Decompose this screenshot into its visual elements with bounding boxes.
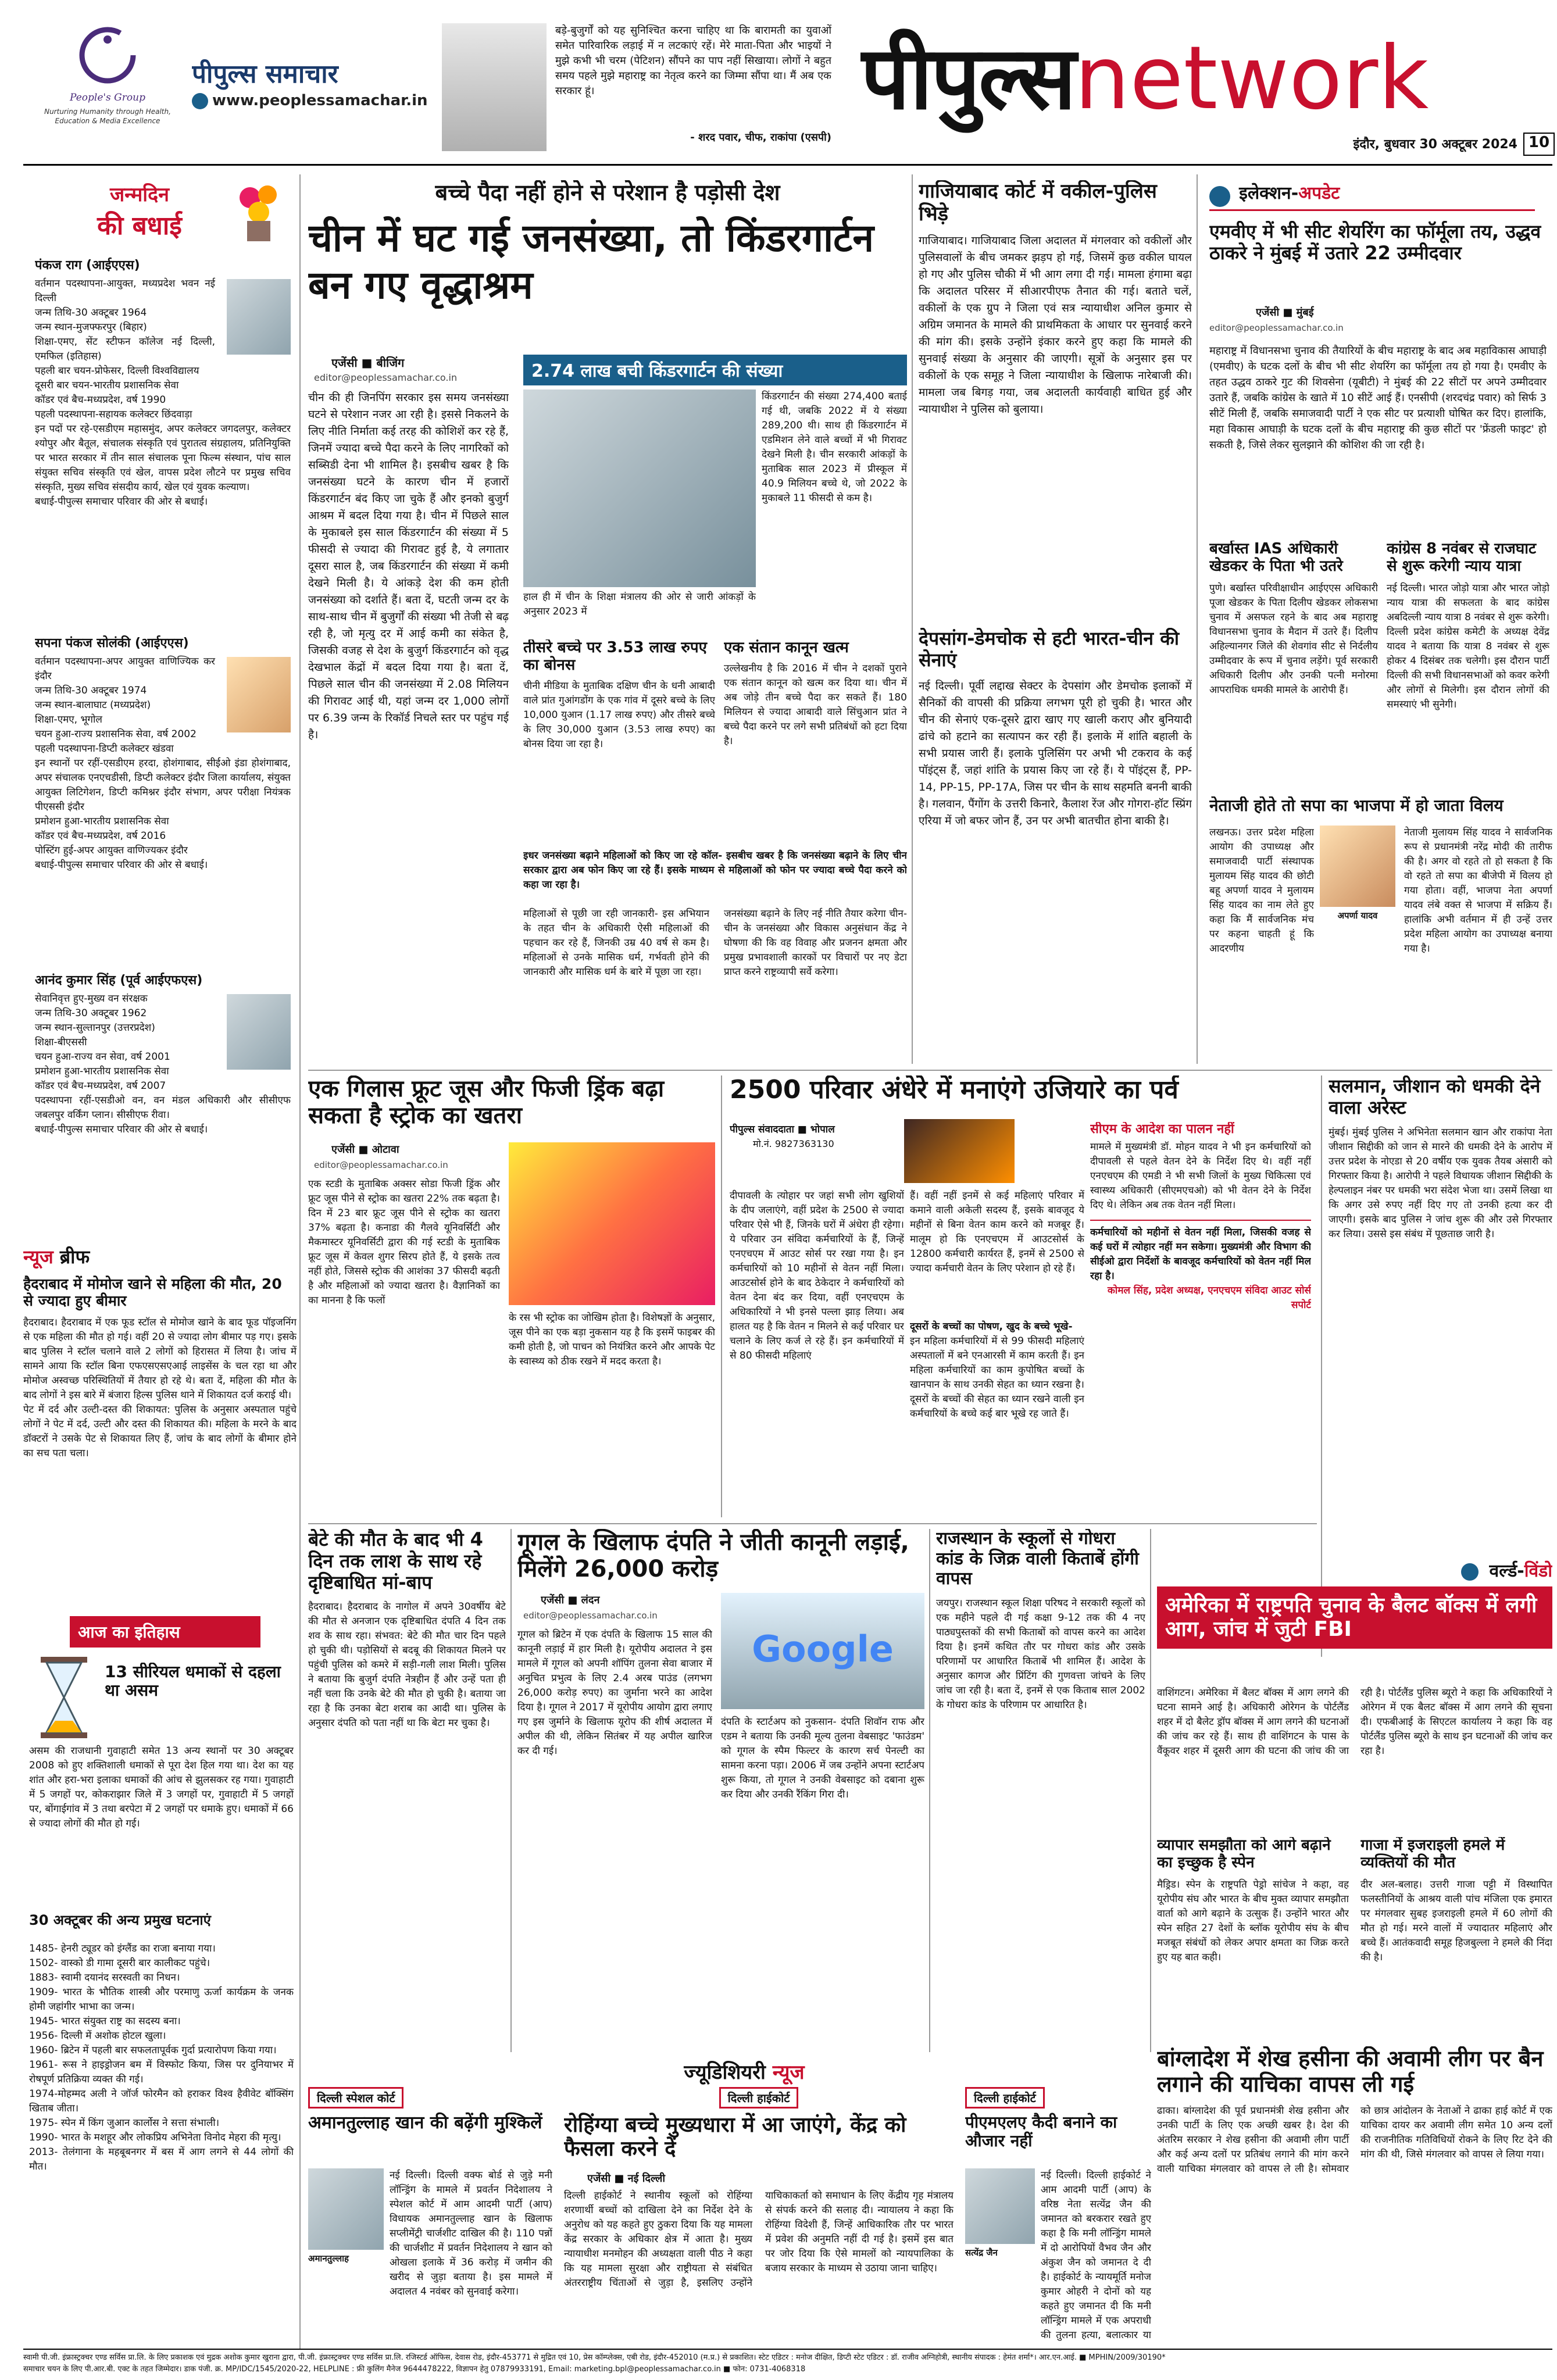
person-photo — [227, 279, 291, 355]
person-line: जन्म स्थान-मुजफ्फरपुर (बिहार) — [35, 321, 147, 333]
judiciary-banner-a: ज्यूडिशियरी — [684, 2061, 773, 2084]
person-line: पहली पदस्थापना-सहायक कलेक्टर छिंदवाड़ा — [35, 409, 192, 420]
globe-icon — [1461, 1563, 1479, 1581]
china-sub2-body: उल्लेखनीय है कि 2016 में चीन ने दशकों पुराने एक संतान कानून को खत्म कर दिया था। चीन में अब जोड़े तीन बच्चे पैदा कर सकते हैं। 180 मिलियन से ज्यादा आबादी वाले सिंचुआन प्रांत ने बच्चे पैदा करने पर लगे सभी प्रतिबंधों को हटा दिया है। — [724, 662, 907, 747]
history-section — [23, 1616, 297, 2349]
person-line: पहली पदस्थापना-डिप्टी कलेक्टर खंडवा — [35, 743, 174, 755]
person-line: प्रमोशन हुआ-भारतीय प्रशासनिक सेवा — [35, 1066, 169, 1077]
google-logo — [721, 1593, 924, 1709]
footer-line1: स्वामी पी.जी. इंफ्रास्ट्रक्चर एण्ड सर्विस प्रा.लि. के लिए प्रकाशक एवं मुद्रक अशोक कुमार खुराना द्वारा, पी.जी. इंफ्रास्ट्रक्चर एण्ड सर्विस प्रा.लि. रजिस्टर्ड ऑफिस, देवास रोड, इंदौर-453771 से मुद्रित एवं 10, प्रेस कॉम्प्लेक्स, एबी रोड, इंदौर-452010 (म.प्र.) से प्रकाशित। स्टेट एडिटर : मनोज दीक्षित, डिप्टी स्टेट एडिटर : डॉ. राजीव अग्निहोत्री, स्थानीय संपादक : हेमंत शर्मा*। आर.एन.आई. ■ MPHIN/2009/30190* — [23, 2353, 1166, 2362]
history-events — [29, 1942, 294, 2174]
google-byline: एजेंसी ■ लंदन — [541, 1594, 600, 1606]
person-line: सेवानिवृत्त हुए-मुख्य वन संरक्षक — [35, 993, 148, 1005]
china-sub1-title: तीसरे बच्चे पर 3.53 लाख रुपए का बोनस — [523, 639, 708, 674]
news-brief-title: हैदराबाद में मोमोज खाने से महिला की मौत, 20 से ज्यादा हुए बीमार — [23, 1275, 282, 1309]
world-label-a: वर्ल्ड- — [1489, 1561, 1524, 1581]
person-line: दूसरी बार चयन-भारतीय प्रशासनिक सेवा — [35, 380, 179, 391]
spain-headline: व्यापार समझौता को आगे बढ़ाने का इच्छुक है स्पेन — [1157, 1837, 1331, 1871]
masthead-quote: बड़े-बुजुर्गों को यह सुनिश्चित करना चाहिए था कि बारामती का युवाओं समेत पारिवारिक लड़ाई में न लटकाएं रहें। मेरे माता-पिता और भाइयों ने मुझे कभी भी चरम (पेटिशन) सौंपने का पाप नहीं सिखाया। लोगों ने बहुत समय पहले मुझे महाराष्ट्र का नेतृत्व करने का जिम्मा सौंपा था। मैं अब एक सरकार हूं। — [555, 24, 831, 97]
pmla-headline: पीएमएलए कैदी बनाने का औजार नहीं — [965, 2113, 1117, 2151]
person-line: जन्म तिथि-30 अक्टूबर 1974 — [35, 685, 147, 696]
globe-icon — [192, 93, 208, 109]
judiciary-banner — [628, 2058, 860, 2087]
brand-logo-icon — [76, 23, 140, 87]
china-infobox-text: किंडरगार्टन की संख्या 274,400 बताई गई थी, जबकि 2022 में ये संख्या 289,200 थी। साथ ही किंडरगार्टन में एडमिशन लेने वाले बच्चों में भी गिरावट देखने मिली है। चीन सरकारी आंकड़ों के मुताबिक साल 2023 में प्रीस्कूल में 40.9 मिलियन बच्चे थे, जो 2022 के मुकाबले 11 फीसदी से कम है। — [762, 391, 907, 504]
history-event: 1990- भारत के मशहूर और लोकप्रिय अभिनेता विनोद मेहरा की मृत्यु। — [29, 2132, 281, 2143]
world-label — [1157, 1558, 1552, 1582]
fruit-byline: एजेंसी ■ ओटावा — [331, 1143, 399, 1156]
congress-story — [1387, 541, 1549, 785]
congress-headline: कांग्रेस 8 नवंबर से राजघाट से शुरू करेगी न्याय यात्रा — [1387, 541, 1537, 575]
person-line: कॉडर एवं बैच-मध्यप्रदेश, वर्ष 1990 — [35, 394, 166, 406]
diya-body1: दीपावली के त्योहार पर जहां सभी लोग खुशियों के दीप जलाएंगे, वहीं प्रदेश के 2500 से ज्यादा परिवार ऐसे भी हैं, जिनके घरों में अंधेरा ही रहेगा। ये परिवार उन संविदा कर्मचारियों के हैं, जिन्हें एनएचएम में आउट सोर्स पर रखा गया है। इन कर्मचारियों को 10 महीनों से वेतन नहीं मिला। आउटसोर्स होने के बाद ठेकेदार ने कर्मचारियों को वेतन देना बंद कर दिया, वहीं एनएचएम के अधिकारियों ने भी इनसे पल्ला झाड़ लिया। अब हालत यह है कि वेतन न मिलने से कई परिवार घर चलाने के लिए कर्ज ले रहे हैं। इन कर्मचारियों में से 80 फीसदी महिलाएं — [730, 1190, 904, 1361]
gaza-body: दीर अल-बलाह। उत्तरी गाजा पट्टी में विस्थापित फलस्तीनियों के आश्रय वाली पांच मंजिला एक इमारत पर मंगलवार सुबह इजराइली हमले में 60 लोगों की मौत हो गई। मरने वालों में ज्यादातर महिलाएं और बच्चे हैं। आतंकवादी समूह हिजबुल्ला ने हमले की निंदा की है। — [1360, 1878, 1552, 1963]
china-sub1-body: चीनी मीडिया के मुताबिक दक्षिण चीन के धनी आबादी वाले प्रांत गुआंगडोंग के एक गांव में दूसरे बच्चे के लिए 10,000 युआन (1.17 लाख रुपए) और तीसरे बच्चे के लिए 30,000 युआन (3.53 लाख रुपए) का बोनस दिया जा रहा है। — [523, 680, 715, 750]
world-headline: अमेरिका में राष्ट्रपति चुनाव के बैलट बॉक्स में लगी आग, जांच में जुटी FBI — [1157, 1586, 1552, 1649]
person-line: शिक्षा-एमए, सेंट स्टीफन कॉलेज नई दिल्ली, एमफिल (इतिहास) — [35, 336, 215, 362]
depsang-body: नई दिल्ली। पूर्वी लद्दाख सेक्टर के देपसांग और डेमचोक इलाकों में सैनिकों की वापसी की प्रक्रिया लगभग पूरी हो चुकी है। भारत और चीन की सेनाएं एक-दूसरे द्वारा खाए गए खाली कराए और बुनियादी ढांचे को हटाने का सत्यापन कर रही हैं। इलाके में शांति बहाली के सभी प्रयास जारी हैं। इलाके पुलिसिंग पर अभी भी टकराव के कई पॉइंट्स हैं, जहां शांति के प्रयास किए जा रहे हैं। ये पॉइंट्स हैं, PP-14, PP-15, PP-17A, जिस पर चीन के साथ सहमति बननी बाकी है। गलवान, पैंगोंग के उत्तरी किनारे, कैलाश रेंज और गोगरा-हॉट स्प्रिंग एरिया में जो बफर जोन हैं, उन पर अभी बातचीत होना बाकी है। — [919, 679, 1192, 827]
person-line: बधाई-पीपुल्स समाचार परिवार की ओर से बधाई। — [35, 496, 208, 508]
person-line: पोस्टिंग हुई-अपर आयुक्त वाणिज्यकर इंदौर — [35, 845, 188, 856]
birthday-person — [35, 256, 291, 634]
diya-quote-author: कोमल सिंह, प्रदेश अध्यक्ष, एनएचएम संविदा आउट सोर्स सपोर्ट — [1107, 1285, 1311, 1311]
person-line: वर्तमान पदस्थापना-आयुक्त, मध्यप्रदेश भवन नई दिल्ली — [35, 278, 215, 304]
spain-body: मैड्रिड। स्पेन के राष्ट्रपति पेड्रो सांचेज ने कहा, वह यूरोपीय संघ और भारत के बीच मुक्त व्यापार समझौता वार्ता को आगे बढ़ाने के उत्सुक हैं। उन्होंने भारत और स्पेन सहित 27 देशों के ब्लॉक यूरोपीय संघ के बीच मजबूत संबंधों को लेकर अपार क्षमता का जिक्र करते हुए यह बात कही। — [1157, 1878, 1349, 1963]
netaji-photo — [1320, 826, 1395, 907]
diya-box-body: मामले में मुख्यमंत्री डॉ. मोहन यादव ने भी इन कर्मचारियों को दीपावली से पहले वेतन देने के निर्देश दिए थे। वहीं नहीं एनएचएम की एमडी ने भी सभी जिलों के मुख्य चिकित्सा एवं स्वास्थ्य अधिकारी (सीएमएचओ) को भी वेतन देने के निर्देश दिए थे। लेकिन अब तक वेतन नहीं मिला। — [1090, 1141, 1311, 1212]
birthday-header-top: जन्मदिन — [109, 183, 170, 206]
gaza-story — [1360, 1837, 1552, 2035]
person-line: चयन हुआ-राज्य वन सेवा, वर्ष 2001 — [35, 1051, 170, 1063]
china-headline: चीन में घट गई जनसंख्या, तो किंडरगार्टन बन गए वृद्धाश्रम — [308, 216, 874, 308]
history-body: असम की राजधानी गुवाहाटी समेत 13 अन्य स्थानों पर 30 अक्टूबर 2008 को हुए शक्तिशाली धमाकों से पूरा देश हिल गया था। देश का यह शांत और हरा-भरा इलाका धमाकों की आंच से झुलसकर रह गया। गुवाहाटी में 5 जगहों पर, कोकराझार जिले में 3 जगहों पर, गुवाहाटी में 5 जगहों पर, बोंगाईगांव में 3 तथा बरपेटा में 2 जगहों पर धमाके हुए। धमाकों में 66 से ज्यादा लोगों की मौत हो गई। — [29, 1745, 294, 1829]
person-line: प्रमोशन हुआ-भारतीय प्रशासनिक सेवा — [35, 816, 169, 827]
brand-tagline: Nurturing Humanity through Health, Education & Media Excellence — [44, 108, 171, 125]
person-line: वर्तमान पदस्थापना-अपर आयुक्त वाणिज्यिक कर इंदौर — [35, 656, 215, 682]
masthead-quote-author: - शरद पवार, चीफ, राकांपा (एसपी) — [690, 131, 831, 144]
history-header: आज का इतिहास — [70, 1616, 260, 1648]
china-email: editor@peoplessamachar.co.in — [314, 372, 458, 383]
china-side2: जनसंख्या बढ़ाने के लिए नई नीति तैयार करेगा चीन- चीन के जनसंख्या और विकास अनुसंधान केंद्र ने घोषणा की कि वह विवाह और प्रजनन क्षमता और प्रमुख प्रभावशाली कारकों पर विचारों पर नए डेटा प्राप्त करने राष्ट्रव्यापी सर्वे करेगा। — [724, 908, 907, 978]
history-event: 1945- भारत संयुक्त राष्ट्र का सदस्य बना। — [29, 2016, 181, 2027]
person-line: जन्म स्थान-बालाघाट (मध्यप्रदेश) — [35, 699, 151, 711]
dateline: इंदौर, बुधवार 30 अक्टूबर 2024 — [1353, 137, 1517, 152]
footer-divider — [23, 2349, 1552, 2350]
news-brief-body: हैदराबाद। हैदराबाद में एक फूड स्टॉल से मोमोज खाने के बाद फूड पॉइजनिंग से एक महिला की मौत हो गई। वहीं 20 से ज्यादा लोग बीमार पड़ गए। इसके बाद पुलिस ने स्टॉल चलाने वाले 2 लोगों को हिरासत में लिया है। जांच में सामने आया कि स्टॉल बिना एफएसएसएआई लाइसेंस के चल रहा था और मोमोज अस्वच्छ परिस्थितियों में तैयार हो रहे थे। बता दें, महिला की मौत के बाद लोगों ने इस बारे में बंजारा हिल्स पुलिस थाने में शिकायत दर्ज कराई थी। — [23, 1316, 297, 1401]
person-line: इन पदों पर रहे-एसडीएम महासमुंद, अपर कलेक्टर जगदलपुर, कलेक्टर श्योपुर और बैतूल, संचालक संस्कृति एवं पुरातत्व संग्रहालय, प्रतिनियुक्ति पर भारत सरकार में तीन साल संचालक पूना फिल्म संस्थान, पांच साल संयुक्त सचिव संस्कृति एवं खेल, वापस प्रदेश लौटने पर प्रमुख सचिव संस्कृति, मुख्य सचिव संसदीय कार्य, खेल एवं युवक कल्याण। — [35, 423, 291, 493]
page-number: 10 — [1523, 133, 1555, 156]
news-brief-label-b: ब्रीफ — [59, 1246, 90, 1268]
bangladesh-story — [1157, 2046, 1552, 2343]
ghaziabad-headline: गाजियाबाद कोर्ट में वकील-पुलिस भिड़े — [919, 180, 1157, 226]
masthead-divider — [23, 164, 1552, 166]
china-infobox-title: 2.74 लाख बची किंडरगार्टन की संख्या — [523, 355, 907, 385]
diya-byline: पीपुल्स संवाददाता ■ भोपाल — [730, 1124, 835, 1135]
salman-body: मुंबई। मुंबई पुलिस ने अभिनेता सलमान खान और राकांपा नेता जीशान सिद्दीकी को जान से मारने की धमकी देने के आरोप में उत्तर प्रदेश के नोएडा से 20 वर्षीय एक युवक तैयब अंसारी को गिरफ्तार किया है। आरोपी ने पहले विधायक जीशान सिद्दीकी के हेल्पलाइन नंबर पर धमकी भरा संदेश भेजा था। उसमें लिखा था कि अगर उसे रुपए नहीं दिए गए तो उनकी हत्या कर दी जाएगी। इसके बाद पुलिस ने जांच शुरू की और उसे गिरफ्तार कर लिया। उससे इस संबंध में पूछताछ जारी है। — [1329, 1126, 1552, 1240]
history-event: 1909- भारत के भौतिक शास्त्री और परमाणु ऊर्जा कार्यक्रम के जनक होमी जहांगीर भाभा का जन्म। — [29, 1986, 294, 2013]
china-photo-caption: हाल ही में चीन के शिक्षा मंत्रालय की ओर से जारी आंकड़ों के अनुसार 2023 में — [523, 591, 756, 617]
brand-logo — [76, 23, 140, 87]
diya-box-title: सीएम के आदेश का पालन नहीं — [1090, 1122, 1234, 1137]
netaji-headline: नेताजी होते तो सपा का भाजपा में हो जाता विलय — [1209, 796, 1504, 815]
google-headline: गूगल के खिलाफ दंपति ने जीती कानूनी लड़ाई, मिलेंगे 26,000 करोड़ — [517, 1529, 909, 1582]
hourglass-icon — [35, 1657, 93, 1738]
fruit-story — [308, 1075, 715, 1517]
china-body: चीन की ही जिनपिंग सरकार इस समय जनसंख्या घटने से परेशान नजर आ रही है। इससे निकलने के लिए नीति निर्माता कई तरह की कोशिशें कर रहे हैं, जिनमें ज्यादा बच्चे पैदा करने के लिए नागरिकों को सब्सिडी देना भी शामिल है। इसबीच खबर है कि जनसंख्या घटने के कारण चीन में हजारों किंडरगार्टन बंद किए जा चुके हैं और इनको बुजुर्ग आश्रम में बदल दिया गया है। चीन में पिछले साल के मुकाबले इस साल किंडरगार्टन की संख्या में 5 फीसदी से ज्यादा की गिरावट हुई है, ये लगातार दूसरा साल है, जब किंडरगार्टन की संख्या में कमी देखने मिली है। ये आंकड़े देश की कम होती जनसंख्या को दर्शाते हैं। बता दें, घटती जन्म दर के साथ-साथ चीन में बुजुर्गों की संख्या भी तेजी से बढ़ रही है, जो मृत्यु दर में आई कमी का संकेत है, जिसकी वजह से देश के बुजुर्ग किंडरगार्टन को वृद्ध देखभाल केंद्रों में बदल दिया गया है। बता दें, पिछले साल चीन की जनसंख्या में 2.08 मिलियन की गिरावट आई थी, यहां जन्म दर 1,000 लोगों पर 6.39 जन्म के रिकॉर्ड निचले स्तर पर पहुंच गई है। — [308, 391, 509, 741]
fruit-body1: एक स्टडी के मुताबिक अक्सर सोडा फिजी ड्रिंक और फ्रूट जूस पीने से स्ट्रोक का खतरा 22% तक बढ़ता है। दिन में 23 बार फ्रूट जूस पीने से स्ट्रोक का खतरा 37% बढ़ता है। कनाडा की गैलवे यूनिवर्सिटी और मैकमास्टर यूनिवर्सिटी द्वारा की गई स्टडी के मुताबिक फ्रूट जूस में केवल शुगर सिरप होते हैं, ये इसके तत्व नहीं होते, जिससे स्ट्रोक की आशंका 37 फीसदी बढ़ती है और महिलाओं को ज्यादा खतरा है। वैज्ञानिकों का का मानना है कि फलों — [308, 1178, 500, 1306]
fruit-body2: के रस भी स्ट्रोक का जोखिम होता है। विशेषज्ञों के अनुसार, जूस पीने का एक बड़ा नुकसान यह है कि इसमें फाइबर की कमी होती है, जो पाचन को नियंत्रित करने और आपके पेट के स्वास्थ्य को ठीक रखने में मदद करता है। — [509, 1312, 715, 1367]
column-divider — [299, 174, 301, 2349]
section-title — [860, 23, 1529, 140]
judiciary-banner-b: न्यूज — [772, 2061, 805, 2084]
bangladesh-headline: बांग्लादेश में शेख हसीना की अवामी लीग पर बैन लगाने की याचिका वापस ली गई — [1157, 2046, 1544, 2097]
election-headline: एमवीए में भी सीट शेयरिंग का फॉर्मूला तय, उद्धव ठाकरे ने मुंबई में उतारे 22 उम्मीदवार — [1209, 221, 1541, 264]
election-body: महाराष्ट्र में विधानसभा चुनाव की तैयारियों के बीच महाराष्ट्र के बाद अब महाविकास आघाड़ी (एमवीए) के घटक दलों के बीच भी सीट शेयरिंग का फॉर्मूला तय हो गया है। एमवीए के तहत उद्धव ठाकरे गुट की शिवसेना (यूबीटी) ने मुंबई की 22 सीटों पर अपने उम्मीदवार उतारे हैं, जबकि कांग्रेस के खाते में 10 सीटें आई हैं। एनसीपी (शरदचंद्र पवार) को सिर्फ 3 सीटें मिली हैं, जबकि समाजवादी पार्टी ने एक सीट पर प्रत्याशी घोषित कर दिए। हालांकि, महा विकास आघाड़ी के घटक दलों के बीच महाराष्ट्र की कुछ सीटों पर 'फ्रेंडली फाइट' हो सकती है, जिसे लेकर सुलझाने की कोशिश की जा रही है। — [1209, 345, 1547, 451]
column-divider — [929, 1529, 930, 2052]
diya-box — [1090, 1122, 1311, 1581]
birthday-person — [35, 634, 291, 982]
depsang-headline: देपसांग-डेमचोक से हटी भारत-चीन की सेनाएं — [919, 628, 1180, 671]
person-line: कॉडर एवं बैच-मध्यप्रदेश, वर्ष 2016 — [35, 830, 166, 842]
china-byline: एजेंसी ■ बीजिंग — [331, 356, 405, 370]
google-logo-text: Google — [752, 1628, 894, 1670]
diya-phone: मो.नं. 9827363130 — [753, 1138, 834, 1149]
amanat-photo-caption: अमानतुल्लाह — [308, 2253, 349, 2264]
birthday-person — [35, 971, 291, 1215]
birthday-header-bottom: की बधाई — [97, 211, 182, 241]
diya-body2: हैं। वहीं नहीं इनमें से कई महिलाएं परिवार में कमाने वाली अकेली सदस्य हैं, इसके बावजूद ये महीनों से बिना वेतन काम करने को मजबूर हैं। मालूम हो कि एनएचएम में आउटसोर्स के 12800 कर्मचारी कार्यरत हैं, इनमें से 2500 से ज्यादा कर्मचारी वेतन के लिए परेशान हो रहे हैं। — [910, 1190, 1084, 1274]
person-line: जन्म स्थान-सुल्तानपुर (उत्तरप्रदेश) — [35, 1022, 155, 1034]
pmla-tag: दिल्ली हाईकोर्ट — [965, 2087, 1045, 2109]
rohingya-tag: दिल्ली हाईकोर्ट — [719, 2087, 799, 2109]
history-event: 1975- स्पेन में किंग जुआन कार्लोस ने सत्ता संभाली। — [29, 2117, 220, 2129]
person-name: पंकज राग (आईएएस) — [35, 258, 140, 273]
china-elderly-photo — [523, 389, 756, 587]
china-infobox — [523, 355, 907, 628]
bangladesh-body: ढाका। बांग्लादेश की पूर्व प्रधानमंत्री शेख हसीना और उनकी पार्टी के लिए एक अच्छी खबर है। देश की अंतरिम सरकार ने शेख हसीना की अवामी लीग पार्टी और कई अन्य दलों पर प्रतिबंध लगाने की मांग करने वाली याचिका मंगलवार को वापस ले ली है। सोमवार को छात्र आंदोलन के नेताओं ने ढाका हाई कोर्ट में एक याचिका दायर कर अवामी लीग समेत 10 अन्य दलों की राजनीतिक गतिविधियों रोकने के लिए रिट देने की मांग की थी, जिसे मंगलवार को वापस ले लिया गया। — [1157, 2105, 1552, 2175]
election-label-b: अपडेट — [1298, 183, 1340, 203]
person-line: शिक्षा-बीएससी — [35, 1037, 87, 1048]
amanat-headline: अमानतुल्लाह खान की बढ़ेंगी मुश्किलें — [308, 2113, 542, 2133]
pmla-photo — [965, 2168, 1035, 2244]
google-story — [517, 1529, 924, 2052]
person-line: पहली बार चयन-प्रोफेसर, दिल्ली विश्वविद्यालय — [35, 365, 199, 377]
china-sub2-title: एक संतान कानून खत्म — [724, 639, 849, 656]
history-title: 13 सीरियल धमाकों से दहला था असम — [105, 1663, 281, 1700]
spain-story — [1157, 1837, 1349, 2035]
hyderabad-headline: बेटे की मौत के बाद भी 4 दिन तक लाश के साथ रहे दृष्टिबाधित मां-बाप — [308, 1529, 483, 1593]
pmla-photo-caption: सत्येंद्र जैन — [965, 2247, 998, 2258]
history-event: 1485- हेनरी ट्यूडर को इंग्लैंड का राजा बनाया गया। — [29, 1943, 216, 1954]
person-line: जन्म तिथि-30 अक्टूबर 1962 — [35, 1007, 147, 1019]
history-event: 1961- रूस ने हाइड्रोजन बम में विस्फोट किया, जिस पर दुनियाभर में रोषपूर्ण प्रतिक्रिया व्यक्त की गई। — [29, 2059, 294, 2085]
person-photo — [227, 657, 291, 732]
fruit-headline: एक गिलास फ्रूट जूस और फिजी ड्रिंक बढ़ा सकता है स्ट्रोक का खतरा — [308, 1075, 665, 1129]
person-line: बधाई-पीपुल्स समाचार परिवार की ओर से बधाई। — [35, 859, 208, 871]
china-sub1 — [523, 639, 715, 837]
google-email: editor@peoplessamachar.co.in — [523, 1610, 658, 1621]
amanat-story — [308, 2087, 552, 2343]
rajasthan-story — [936, 1529, 1145, 2052]
rohingya-headline: रोहिंग्या बच्चे मुख्यधारा में आ जाएंगे, केंद्र को फैसला करने दें — [564, 2113, 906, 2161]
column-divider — [1150, 1529, 1151, 2052]
google-body1: गूगल को ब्रिटेन में एक दंपति के खिलाफ 15 साल की कानूनी लड़ाई में हार मिली है। यूरोपीय अदालत ने इस मामले में गूगल को अपनी शॉपिंग तुलना सेवा बाजार में अनुचित प्रभुत्व के लिए 2.4 अरब पाउंड (लगभग 26,000 करोड़ रुपए) का जुर्माना भरने का आदेश दिया है। गूगल ने 2017 में यूरोपीय आयोग द्वारा लगाए गए इस जुर्माने के खिलाफ यूरोप की शीर्ष अदालत में अपील की थी, लेकिन सितंबर में यह अपील खारिज कर दी गई। — [517, 1629, 712, 1757]
fruit-email: editor@peoplessamachar.co.in — [314, 1160, 448, 1170]
person-line: कॉडर एवं बैच-मध्यप्रदेश, वर्ष 2007 — [35, 1080, 166, 1092]
brand-logo-caption: People's Group — [70, 92, 145, 103]
person-line: इन स्थानों पर रहीं-एसडीएम हरदा, होशंगाबाद, सीईओ इंडा होशंगाबाद, अपर संचालक एनएचडीसी, डिप्टी कलेक्टर इंदौर जिला कार्यालय, संयुक्त आयुक्त लिटिगेशन, डिप्टी कमिश्नर इंदौर संभाग, अपर परीक्षा नियंत्रक पीएससी इंदौर — [35, 757, 291, 813]
salman-story — [1329, 1075, 1552, 1552]
amanat-photo — [308, 2168, 384, 2250]
diya-lamp-photo — [904, 1119, 1015, 1183]
column-divider — [912, 174, 913, 1064]
china-story — [308, 174, 907, 1064]
history-event: 1974-मोहम्मद अली ने जॉर्ज फोरमैन को हराकर विश्व हैवीवेट बॉक्सिंग खिताब जीता। — [29, 2088, 294, 2114]
news-brief — [23, 1244, 297, 1593]
rohingya-body: दिल्ली हाईकोर्ट ने स्थानीय स्कूलों को रोहिंग्या शरणार्थी बच्चों को दाखिला देने का निर्देश देने के अनुरोध को यह कहते हुए ठुकरा दिया कि यह मामला केंद्र सरकार के अधिकार क्षेत्र में आता है। मुख्य न्यायाधीश मनमोहन की अध्यक्षता वाली पीठ ने कहा कि यह मामला सुरक्षा और राष्ट्रीयता से संबंधित अंतरराष्ट्रीय चिंताओं से जुड़ा है, इसलिए उन्होंने याचिकाकर्ता को समाधान के लिए केंद्रीय गृह मंत्रालय से संपर्क करने की सलाह दी। न्यायालय ने कहा कि रोहिंग्या विदेशी हैं, जिन्हें आधिकारिक तौर पर भारत में प्रवेश की अनुमति नहीं दी गई है। इसमें इस बात पर जोर दिया कि ऐसे मामलों को न्यायपालिका के बजाय सरकार के माध्यम से उठाया जाना चाहिए। — [564, 2190, 954, 2289]
diya-sub — [910, 1320, 1084, 1421]
diya-sub-title: दूसरों के बच्चों का पोषण, खुद के बच्चे भूखे- — [910, 1321, 1073, 1332]
world-label-b: विंडो — [1524, 1561, 1552, 1581]
china-strip: इधर जनसंख्या बढ़ाने महिलाओं को किए जा रहे कॉल- इसबीच खबर है कि जनसंख्या बढ़ाने के लिए चीन सरकार द्वारा अब फोन किए जा रहे हैं। इसके माध्यम से महिलाओं को फोन पर ज्यादा बच्चे पैदा करने को कहा जा रहा है। — [523, 850, 907, 891]
rohingya-story — [564, 2087, 954, 2343]
khedkar-headline: बर्खास्त IAS अधिकारी खेडकर के पिता भी उतरे — [1209, 541, 1343, 575]
section-divider — [308, 1523, 1317, 1524]
china-sub2 — [724, 639, 907, 837]
history-event: 1502- वास्को डी गामा दूसरी बार कालीकट पहुंचे। — [29, 1957, 210, 1969]
fruit-juice-photo — [509, 1142, 715, 1305]
section-divider — [308, 1070, 1552, 1071]
diya-headline: 2500 परिवार अंधेरे में मनाएंगे उजियारे का पर्व — [730, 1075, 1179, 1105]
vote-icon — [1209, 186, 1230, 207]
gaza-headline: गाजा में इजराइली हमले में व्यक्तियों की मौत — [1360, 1837, 1505, 1871]
rohingya-byline: एजेंसी ■ नई दिल्ली — [587, 2172, 665, 2185]
history-event: 1956- दिल्ली में अशोक होटल खुला। — [29, 2030, 166, 2042]
ghaziabad-body: गाजियाबाद। गाजियाबाद जिला अदालत में मंगलवार को वकीलों और पुलिसवालों के बीच जमकर झड़प हो गई, जिसमें कुछ वकील घायल हो गए और पुलिस चौकी में भी आग लगा दी गई। मामला हंगामा बढ़ा कि अदालत परिसर में सीआरपीएफ तैनात की गई। बताते चलें, वकीलों के एक ग्रुप ने जिला एवं सत्र न्यायाधीश अनिल कुमार से अग्रिम जमानत के मामले की प्राथमिकता के आधार पर सुनवाई करने की मांग की। इसके उन्होंने इंकार करने हुए कहा कि मामले की सुनवाई संख्या के अनुसार की जाएगी। सूत्रों के अनुसार इस पर वकीलों के एक समूह ने जिला न्यायाधीश के खिलाफ नारेबाजी की। मामला जब बिगड़ गया, जब अदालती कार्यवाही बाधित हुई और न्यायाधीश ने पुलिस को बुलाया। — [919, 234, 1192, 416]
masthead — [0, 0, 1557, 174]
netaji-body2: नेताजी मुलायम सिंह यादव ने सार्वजनिक रूप से प्रधानमंत्री नरेंद्र मोदी की तारीफ की है। अगर वो रहते तो हो सकता है कि वो रहते तो सपा का बीजेपी में विलय हो गया होता। वहीं, भाजपा नेता अपर्णा यादव लंबे वक्त से भाजपा में सक्रिय हैं। हालांकि अभी वर्तमान में ही उन्हें उत्तर प्रदेश महिला आयोग का उपाध्यक्ष बनाया गया है। — [1404, 827, 1552, 955]
person-line: शिक्षा-एमए, भूगोल — [35, 714, 102, 726]
khedkar-body: पुणे। बर्खास्त परिवीक्षाधीन आईएएस अधिकारी पूजा खेडकर के पिता दिलीप खेडकर लोकसभा चुनाव में असफल रहने के बाद अब महाराष्ट्र विधानसभा चुनाव के मैदान में उतरे हैं। दिलीप अहिल्यानगर जिले की शेवगांव सीट से निर्दलीय उम्मीदवार के रूप में चुनाव लड़ेंगे। पूर्व सरकारी अधिकारी दिलीप और उनकी पत्नी मनोरमा आपराधिक धमकी मामले के आरोपी हैं। — [1209, 582, 1378, 696]
paper-name: पीपुल्स समाचार — [192, 59, 338, 89]
birthday-header — [47, 180, 233, 250]
election-label — [1209, 180, 1535, 211]
google-box: दंपति के स्टार्टअप को नुकसान- दंपति शिवॉन राफ और एडम ने बताया कि उनकी मूल्य तुलना वेबसाइट 'फाउंडम' को गूगल के स्पैम फिल्टर के कारण सर्च पेनल्टी का सामना करना पड़ा। 2006 में जब उन्होंने अपना स्टार्टअप शुरू किया, तो गूगल ने उनकी वेबसाइट को दबाना शुरू कर दिया और उनकी रैंकिंग गिरा दी। — [721, 1716, 924, 1800]
section-title-latin: network — [1074, 28, 1429, 129]
history-event: 2013- तेलंगाना के महबूबनगर में बस में आग लगने से 44 लोगों की मौत। — [29, 2146, 294, 2172]
netaji-body1: लखनऊ। उत्तर प्रदेश महिला आयोग की उपाध्यक्ष और समाजवादी पार्टी संस्थापक मुलायम सिंह यादव की छोटी बहू अपर्णा यादव ने मुलायम सिंह यादव का नाम लेते हुए कहा कि मैं सार्वजनिक मंच पर कहना चाहती हूं कि आदरणीय — [1209, 827, 1314, 955]
china-kicker: बच्चे पैदा नहीं होने से परेशान है पड़ोसी देश — [435, 180, 780, 205]
section-title-hindi: पीपुल्स — [860, 28, 1075, 129]
hyderabad-story — [308, 1529, 506, 2052]
rajasthan-headline: राजस्थान के स्कूलों से गोधरा कांड के जिक्र वाली किताबें होंगी वापस — [936, 1529, 1139, 1589]
amanat-tag: दिल्ली स्पेशल कोर्ट — [308, 2087, 403, 2109]
person-line: चयन हुआ-राज्य प्रशासनिक सेवा, वर्ष 2002 — [35, 728, 197, 740]
rajasthan-body: जयपुर। राजस्थान स्कूल शिक्षा परिषद ने सरकारी स्कूलों को एक महीने पहले दी गई कक्षा 9-12 तक की 4 नए पाठ्यपुस्तकों की सभी किताबों को वापस करने का आदेश दिया है। इनमें कथित तौर पर गोधरा कांड और उसके परिणामों पर आधारित किताबें भी शामिल हैं। आदेश के अनुसार कागज और प्रिंटिंग की गुणवत्ता जांचने के लिए जांच जा रही है। बता दें, इनमें से एक किताब साल 2002 के गोधरा कांड के परिणाम पर आधारित है। — [936, 1597, 1145, 1711]
khedkar-story — [1209, 541, 1378, 785]
china-side1: महिलाओं से पूछी जा रही जानकारी- इस अभियान के तहत चीन के अधिकारी ऐसी महिलाओं की पहचान कर रहे हैं, जिनकी उम्र 40 वर्ष से कम है। महिलाओं से उनके मासिक धर्म, गर्भवती होने की जानकारी और मासिक धर्म के बारे में पूछा जा रहा। — [523, 908, 709, 978]
news-brief-sub: पेट में दर्द और उल्टी-दस्त की शिकायत: पुलिस के अनुसार अस्पताल पहुंचे लोगों ने पेट में दर्द, उल्टी और दस्त की शिकायत की। महिला के मरने के बाद डॉक्टरों ने उसके पेट से शिकायत लिए हैं, जांच के बाद लोगों के बीमार होने का सच पता चला। — [23, 1403, 297, 1459]
flower-icon — [233, 180, 285, 244]
person-name: सपना पंकज सोलंकी (आईएएस) — [35, 636, 189, 651]
world-body: वाशिंगटन। अमेरिका में बैलट बॉक्स में आग लगने की घटना सामने आई है। अधिकारी ओरेगन के पोर्टलैंड शहर में दो बैलेट ड्रॉप बॉक्स में आग लगने की घटनाओं की जांच कर रहे हैं। साथ ही वाशिंगटन के पास के वैंकूवर शहर में दूसरी आग की घटना की जांच की जा रही है। पोर्टलैंड पुलिस ब्यूरो ने कहा कि अधिकारियों ने ओरेगन में एक बैलट बॉक्स में आग लगने की सूचना दी। एफबीआई के सिएटल कार्यालय ने कहा कि वह पोर्टलैंड पुलिस ब्यूरो के साथ इन घटनाओं की जांच कर रहा है। — [1157, 1687, 1552, 1757]
news-brief-label-a: न्यूज — [23, 1246, 60, 1268]
column-divider — [721, 1075, 722, 1517]
history-list-title: 30 अक्टूबर की अन्य प्रमुख घटनाएं — [29, 1913, 211, 1928]
website[interactable]: www.peoplessamachar.in — [212, 92, 428, 109]
person-name: आनंद कुमार सिंह (पूर्व आईएफएस) — [35, 973, 203, 988]
netaji-photo-caption: अपर्णा यादव — [1337, 910, 1378, 921]
history-event: 1960- ब्रिटेन में पहली बार सफलतापूर्वक गुर्दा प्रत्यारोपण किया गया। — [29, 2045, 277, 2056]
quote-author-photo — [442, 23, 547, 151]
election-byline: एजेंसी ■ मुंबई — [1256, 306, 1314, 319]
amanat-body: नई दिल्ली। दिल्ली वक्फ बोर्ड से जुड़े मनी लॉन्ड्रिंग के मामले में प्रवर्तन निदेशालय ने स्पेशल कोर्ट में आम आदमी पार्टी (आप) विधायक अमानतुल्लाह खान के खिलाफ सप्लीमेंट्री चार्जशीट दाखिल की है। 110 पन्नों की चार्जशीट में प्रवर्तन निदेशालय ने खान को ओखला इलाके में 36 करोड़ में जमीन की खरीद से जुड़ा बताया है। इस मामले में अदालत 4 नवंबर को सुनवाई करेगा। — [390, 2170, 552, 2297]
birthday-section — [23, 174, 297, 1221]
diya-story — [730, 1075, 1317, 1599]
person-line: बधाई-पीपुल्स समाचार परिवार की ओर से बधाई। — [35, 1124, 208, 1135]
netaji-story — [1209, 796, 1552, 1064]
person-line: जन्म तिथि-30 अक्टूबर 1964 — [35, 307, 147, 319]
news-brief-label — [23, 1244, 297, 1269]
salman-headline: सलमान, जीशान को धमकी देने वाला अरेस्ट — [1329, 1075, 1541, 1118]
column-divider — [510, 1529, 512, 2052]
footer — [23, 2352, 1552, 2379]
congress-body: नई दिल्ली। भारत जोड़ो यात्रा और भारत जोड़ो न्याय यात्रा की सफलता के बाद कांग्रेस अबदिल्ली न्याय यात्रा 8 नवंबर से शुरू करेगी। दिल्ली प्रदेश कांग्रेस कमेटी के अध्यक्ष देवेंद्र यादव ने बताया कि यात्रा 8 नवंबर से शुरू होकर 4 दिसंबर तक चलेगी। इस दौरान पार्टी दिल्ली की सभी विधानसभाओं को कवर करेगी और लोगों से मिलेगी। इस दौरान लोगों की समस्याएं भी सुनेगी। — [1387, 582, 1549, 710]
hyderabad-body: हैदराबाद। हैदराबाद के नागोल में अपने 30वर्षीय बेटे की मौत से अनजान एक दृष्टिबाधित दंपति 4 दिन तक शव के साथ रहा। संभवत: बेटे की मौत चार दिन पहले हो चुकी थी। पड़ोसियों से बदबू की शिकायत मिलने पर पहुंची पुलिस को कमरे में सड़ी-गली लाश मिली। पुलिस ने बताया कि बुजुर्ग दंपति नेत्रहीन हैं और उन्हें पता ही नहीं चला कि उनके बेटे की मौत हो चुकी है। बताया जा रहा है कि उनका बेटा शराब का आदी था। पुलिस के अनुसार दंपति को पता नहीं था कि बेटा मर चुका है। — [308, 1601, 506, 1729]
diya-quote: कर्मचारियों को महीनों से वेतन नहीं मिला, जिसकी वजह से कई घरों में त्योहार नहीं मन सकेगा। मुख्यमंत्री और विभाग की सीईओ द्वारा निर्देशों के बावजूद कर्मचारियों को वेतन नहीं मिल रहा है। — [1090, 1227, 1311, 1282]
diya-body3: इन महिला कर्मचारियों में से 99 फीसदी महिलाएं अस्पतालों में बने एनआरसी में काम करती हैं। इन महिला कर्मचारियों का काम कुपोषित बच्चों के खानपान के साथ उनकी सेहत का ध्यान रखना है। दूसरों के बच्चों की सेहत का ध्यान रखने वाली इन कर्मचारियों के बच्चे कई बार भूखे रह जाते हैं। — [910, 1335, 1084, 1420]
election-email: editor@peoplessamachar.co.in — [1209, 323, 1344, 333]
pmla-body: नई दिल्ली। दिल्ली हाईकोर्ट ने आम आदमी पार्टी (आप) के वरिष्ठ नेता सत्येंद्र जैन की जमानत को बरकरार रखते हुए कहा है कि मनी लॉन्ड्रिंग मामले में दो आरोपियों वैभव जैन और अंकुश जैन को जमानत दे दी है। हाईकोर्ट के न्यायमूर्ति मनोज कुमार ओहरी ने दोनों को यह कहते हुए जमानत दी कि मनी लॉन्ड्रिंग मामले में एक अपराधी की तुलना हत्या, बलात्कार या — [1041, 2170, 1151, 2341]
election-label-a: इलेक्शन- — [1239, 183, 1299, 203]
history-event: 1883- स्वामी दयानंद सरस्वती का निधन। — [29, 1972, 180, 1984]
pmla-story — [965, 2087, 1151, 2343]
person-line: पदस्थापना रहीं-एसडीओ वन, वन मंडल अधिकारी और सीसीएफ जबलपुर वर्किंग प्लान। सीसीएफ रीवा। — [35, 1095, 291, 1121]
person-photo — [227, 994, 291, 1070]
footer-line2: समाचार चयन के लिए पी.आर.बी. एक्ट के तहत जिम्मेदार। डाक पंजी. क्र. MP/IDC/1545/2020-22, HELPLINE : फ्री कुलिंग मैनेज 9644478222, विज्ञापन हेतु 07879933191, Email: marketing.bpl@peoplessamachar.co.in ■ फोन: 0731-4068318 — [23, 2365, 806, 2374]
